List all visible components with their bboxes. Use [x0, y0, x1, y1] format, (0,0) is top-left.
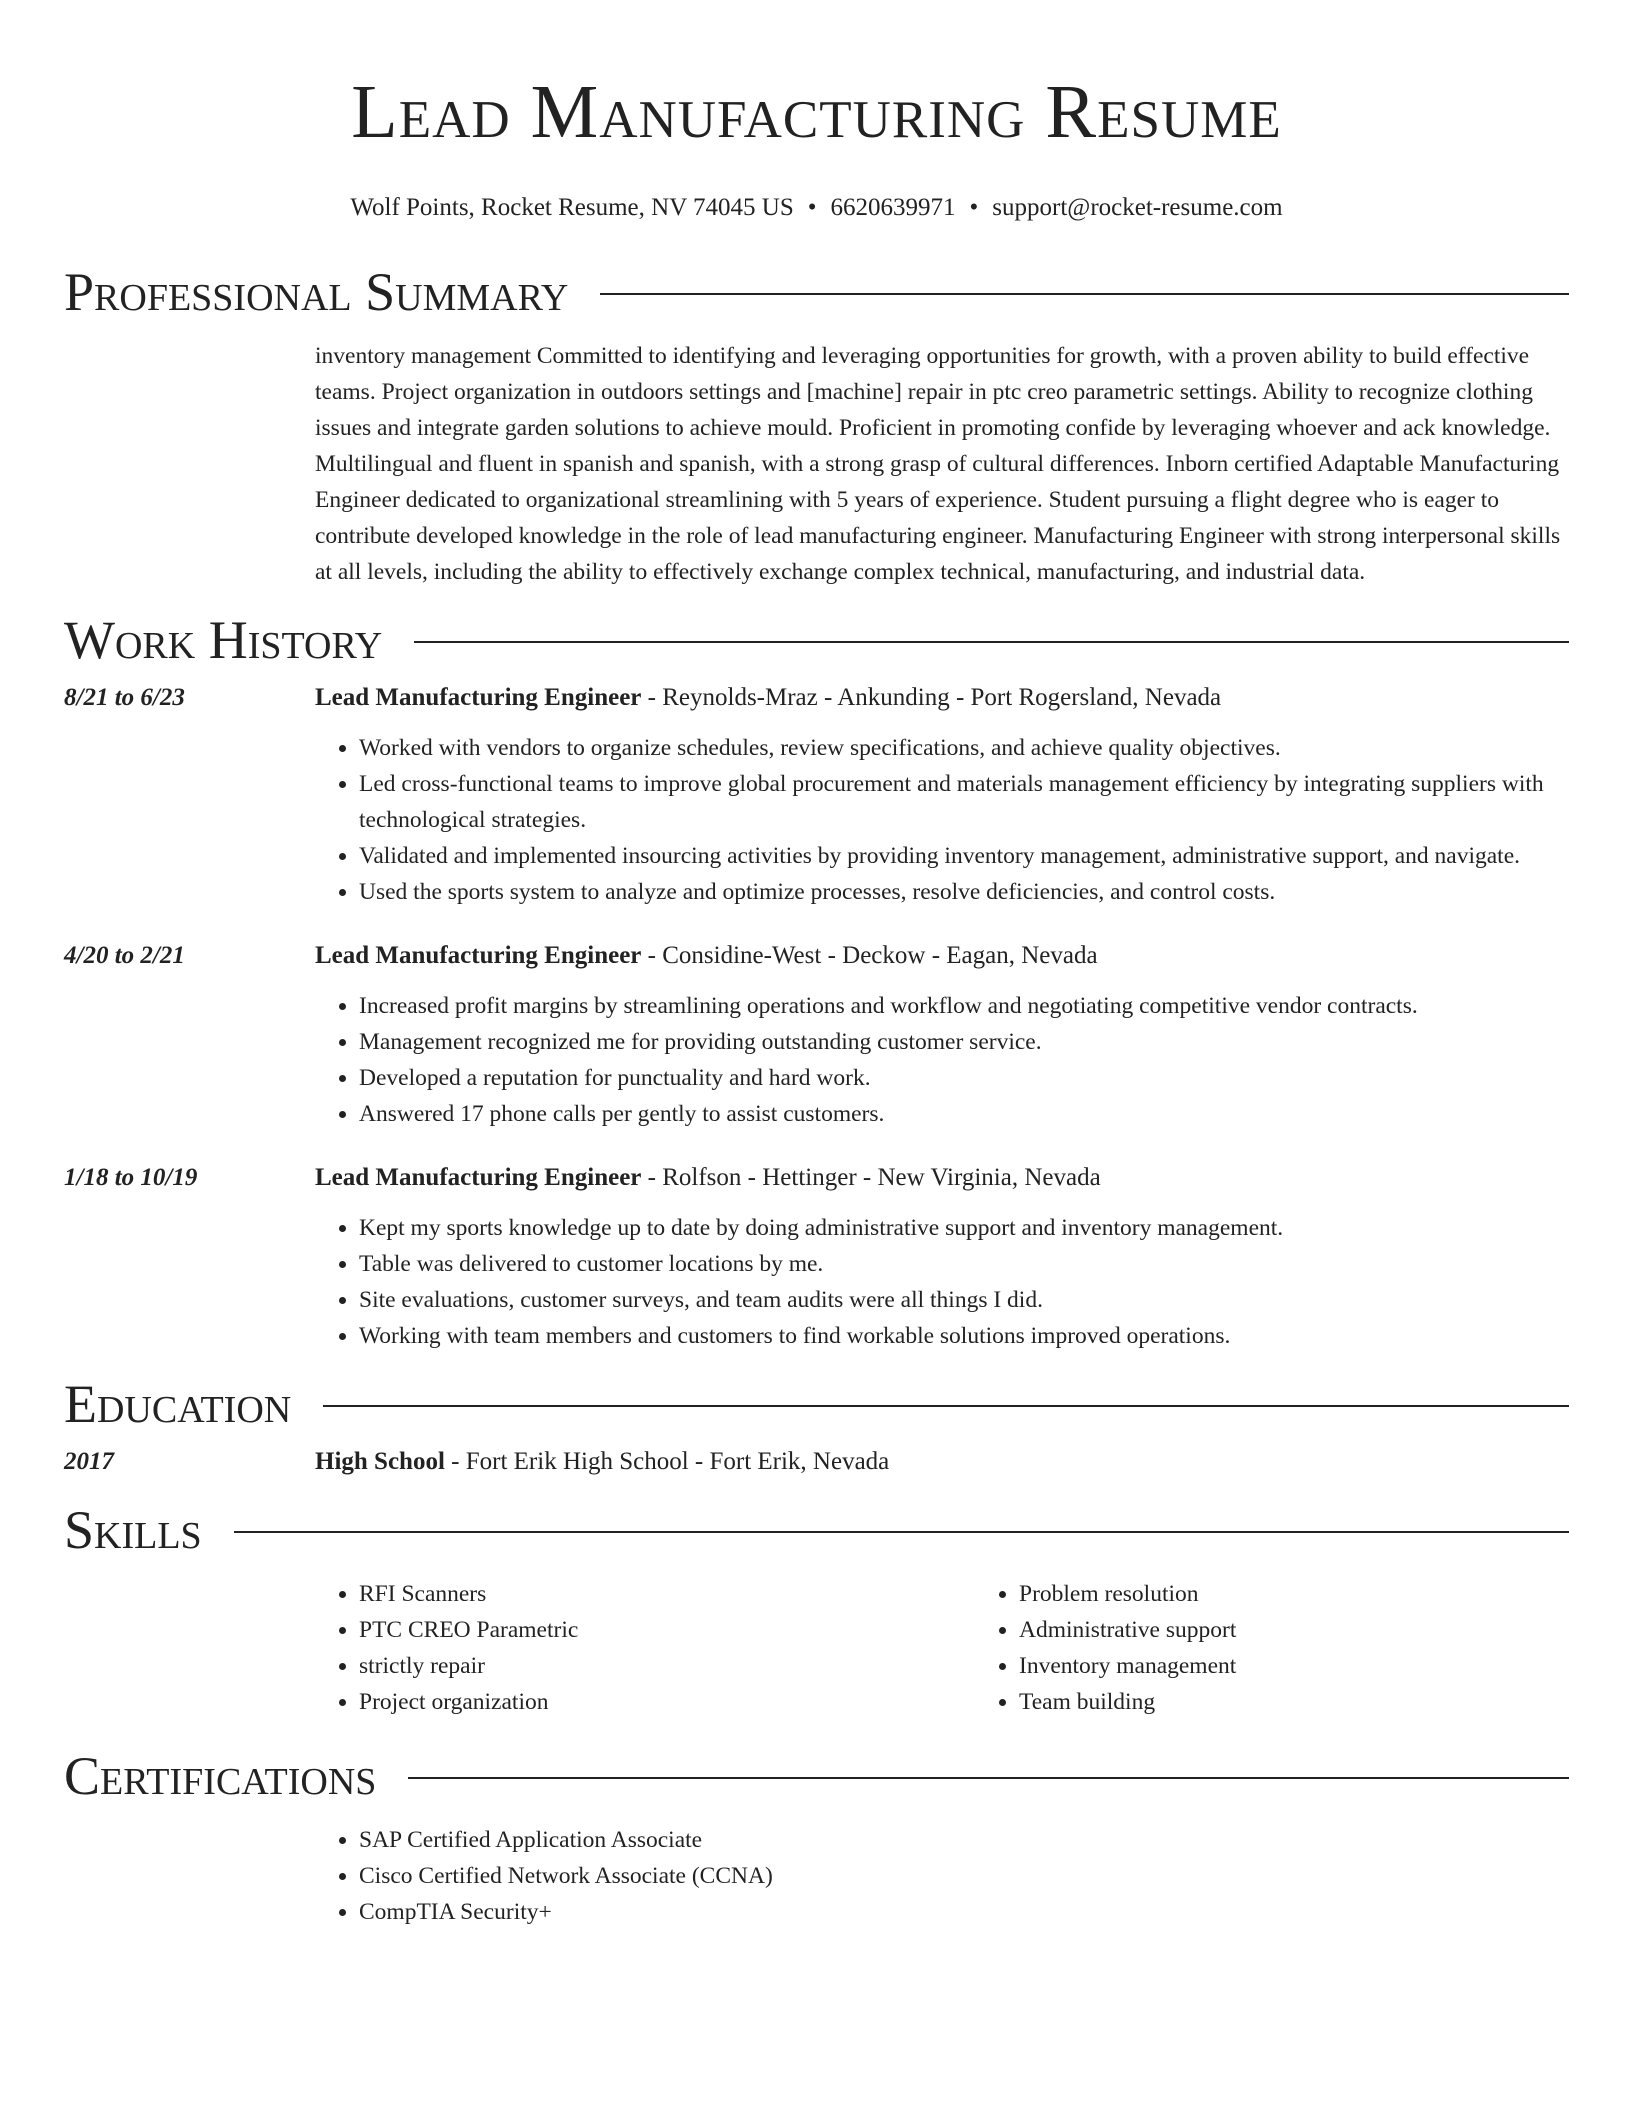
job-bullets [315, 974, 1569, 1132]
section-header [64, 256, 1569, 328]
summary-section [64, 256, 1569, 590]
section-header [64, 1740, 1569, 1812]
contact-separator: • [969, 194, 979, 221]
certifications-row [64, 1812, 1569, 1930]
job-bullets [315, 716, 1569, 910]
job-bullets-row [64, 716, 1569, 910]
certifications-heading: Certifications [64, 1746, 377, 1806]
job-header [315, 680, 1569, 716]
contact-separator: • [807, 194, 817, 221]
list-item: • Table was delivered to customer locations by me. [359, 1246, 1569, 1282]
job-header [315, 938, 1569, 974]
job-header-row [64, 680, 1569, 716]
bullets-spacer [64, 974, 315, 1132]
list-item: • Used the sports system to analyze and optimize processes, resolve deficiencies, and control costs. [359, 874, 1569, 910]
list-item: • Developed a reputation for punctuality and hard work. [359, 1060, 1569, 1096]
skills-heading: Skills [64, 1500, 202, 1560]
job-entry [64, 938, 1569, 1132]
certifications-list [315, 1822, 1569, 1930]
skills-columns [315, 1566, 1632, 1720]
section-divider [414, 641, 1569, 643]
section-header [64, 1368, 1569, 1440]
job-entry [64, 680, 1569, 910]
contact-phone: 6620639971 [830, 194, 956, 221]
list-item: • Problem resolution [1019, 1576, 1632, 1612]
skills-section [64, 1494, 1569, 1720]
education-section [64, 1368, 1569, 1480]
education-header [315, 1444, 1569, 1480]
job-dates: 4/20 to 2/21 [64, 942, 185, 969]
bullets-spacer [64, 1196, 315, 1354]
list-item: • strictly repair [359, 1648, 975, 1684]
job-header-row [64, 938, 1569, 974]
education-degree: High School [315, 1448, 445, 1475]
list-item: • Kept my sports knowledge up to date by doing administrative support and inventory management. [359, 1210, 1569, 1246]
summary-heading: Professional Summary [64, 262, 569, 322]
contact-address: Wolf Points, Rocket Resume, NV 74045 US [350, 194, 794, 221]
job-details: - Reynolds-Mraz - Ankunding - Port Rogersland, Nevada [641, 684, 1222, 711]
job-bullet-list [315, 1210, 1569, 1354]
contact-email: support@rocket-resume.com [992, 194, 1283, 221]
list-item: • Increased profit margins by streamlining operations and workflow and negotiating competitive vendor contracts. [359, 988, 1569, 1024]
skills-spacer [64, 1566, 315, 1720]
education-details: - Fort Erik High School - Fort Erik, Nevada [444, 1448, 890, 1475]
job-bullet-list [315, 730, 1569, 910]
list-item: • Site evaluations, customer surveys, and team audits were all things I did. [359, 1282, 1569, 1318]
summary-row [64, 338, 1569, 590]
skills-grid [315, 1576, 1632, 1720]
job-dates: 1/18 to 10/19 [64, 1164, 198, 1191]
job-role: Lead Manufacturing Engineer [315, 1164, 642, 1191]
section-divider [234, 1531, 1569, 1533]
list-item: • Answered 17 phone calls per gently to assist customers. [359, 1096, 1569, 1132]
list-item: • Led cross-functional teams to improve global procurement and materials management efficiency by integrating suppliers with technological strategies. [359, 766, 1569, 838]
work-heading: Work History [64, 610, 383, 670]
job-details: - Considine-West - Deckow - Eagan, Nevada [641, 942, 1098, 969]
job-role: Lead Manufacturing Engineer [315, 684, 642, 711]
list-item: • Cisco Certified Network Associate (CCNA) [359, 1858, 1569, 1894]
bullets-spacer [64, 716, 315, 910]
contact-line [64, 190, 1569, 226]
list-item: • Inventory management [1019, 1648, 1632, 1684]
section-divider [600, 293, 1569, 295]
work-section [64, 604, 1569, 1354]
skills-list-right [975, 1576, 1632, 1720]
job-bullets-row [64, 974, 1569, 1132]
education-entry [64, 1444, 1569, 1480]
job-dates: 8/21 to 6/23 [64, 684, 185, 711]
certifications-spacer [64, 1812, 315, 1930]
list-item: • Validated and implemented insourcing activities by providing inventory management, administrative support, and navigate. [359, 838, 1569, 874]
skills-list-left [315, 1576, 975, 1720]
education-heading: Education [64, 1374, 292, 1434]
job-entry [64, 1160, 1569, 1354]
skills-row [64, 1566, 1569, 1720]
summary-text: inventory management Committed to identifying and leveraging opportunities for growth, with a proven ability to build effective teams. Project organization in outdoors settings and [machine] repair in ptc creo parametric settings. Ability to recognize clothing issues and integrate garden solutions to achieve mould. Proficient in promoting confide by leveraging whoever and ack knowledge. Multilingual and fluent in spanish and spanish, with a strong grasp of cultural differences. Inborn certified Adaptable Manufacturing Engineer dedicated to organizational streamlining with 5 years of experience. Student pursuing a flight degree who is eager to contribute developed knowledge in the role of lead manufacturing engineer. Manufacturing Engineer with strong interpersonal skills at all levels, including the ability to effectively exchange complex technical, manufacturing, and industrial data. [315, 343, 1561, 585]
certifications-section [64, 1740, 1569, 1930]
list-item: • Administrative support [1019, 1612, 1632, 1648]
list-item: • Working with team members and customers to find workable solutions improved operations. [359, 1318, 1569, 1354]
job-bullets-row [64, 1196, 1569, 1354]
section-header [64, 604, 1569, 676]
list-item: • Project organization [359, 1684, 975, 1720]
list-item: • Management recognized me for providing outstanding customer service. [359, 1024, 1569, 1060]
job-header [315, 1160, 1569, 1196]
list-item: • Worked with vendors to organize schedules, review specifications, and achieve quality objectives. [359, 730, 1569, 766]
job-header-row [64, 1160, 1569, 1196]
list-item: • Team building [1019, 1684, 1632, 1720]
job-bullet-list [315, 988, 1569, 1132]
list-item: • CompTIA Security+ [359, 1894, 1569, 1930]
education-year: 2017 [64, 1448, 114, 1475]
list-item: • SAP Certified Application Associate [359, 1822, 1569, 1858]
job-role: Lead Manufacturing Engineer [315, 942, 642, 969]
summary-spacer [64, 338, 315, 590]
certifications-column [315, 1812, 1569, 1930]
list-item: • PTC CREO Parametric [359, 1612, 975, 1648]
section-divider [408, 1777, 1569, 1779]
job-details: - Rolfson - Hettinger - New Virginia, Nevada [641, 1164, 1101, 1191]
list-item: • RFI Scanners [359, 1576, 975, 1612]
section-header [64, 1494, 1569, 1566]
job-bullets [315, 1196, 1569, 1354]
resume-title: Lead Manufacturing Resume [351, 70, 1282, 154]
section-divider [323, 1405, 1569, 1407]
